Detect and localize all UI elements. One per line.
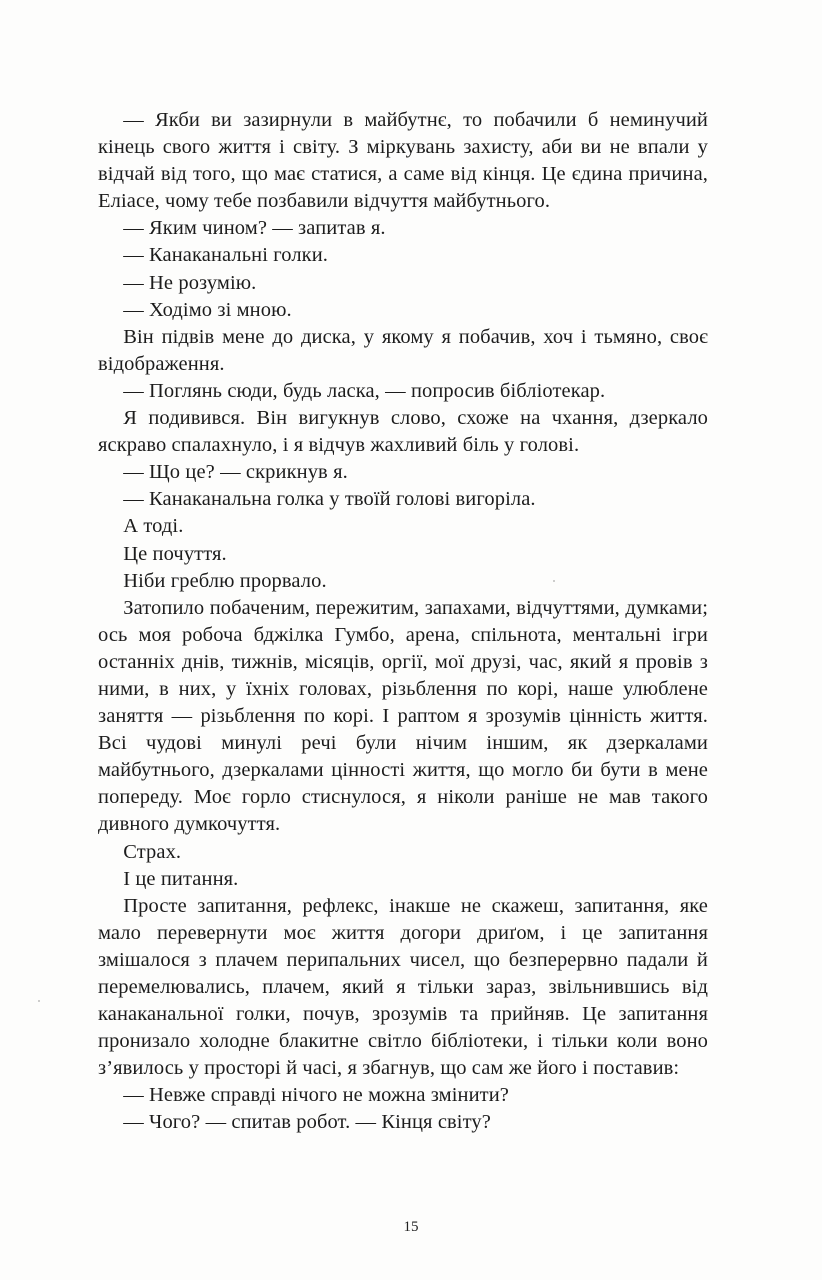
paragraph: — Поглянь сюди, будь ласка, — попросив бібліотекар.: [123, 379, 606, 402]
paper-speck: [38, 1000, 40, 1002]
paragraph: Страх.: [123, 840, 182, 863]
paragraph: Це почуття.: [123, 542, 227, 565]
body-text: [98, 107, 708, 1137]
paragraph: Ніби греблю прорвало.: [123, 569, 327, 592]
paragraph: — Канаканальна голка у твоїй голові вигоріла.: [123, 488, 536, 511]
paragraph: — Не розумію.: [123, 271, 257, 294]
paragraph: Просте запитання, рефлекс, інакше не скажеш, запитання, яке мало перевернути моє життя догори дриґом, і це запитання змішалося з плачем перипальних чисел, що безперервно падали й перемелювались, плачем, який я тільки зараз, звільнившись від канаканальної голки, почув, зрозумів та прийняв. Це запитання пронизало холодне блакитне світло бібліотеки, і тільки коли воно з’явилось у просторі й часі, я збагнув, що сам же його і поставив:: [98, 894, 708, 1080]
paragraph: Затопило побаченим, пережитим, запахами, відчуттями, думками; ось моя робоча бджілка Гумбо, арена, спільнота, ментальні ігри останніх днів, тижнів, місяців, оргії, мої друзі, час, який я провів з ними, в них, у їхніх головах, різьблення по корі, наше улюблене заняття — різьблення по корі. І раптом я зрозумів цінність життя. Всі чудові минулі речі були нічим іншим, як дзеркалами майбутнього, дзеркалами цінності життя, що могло би бути в мене попереду. Моє горло стиснулося, я ніколи раніше не мав такого дивного думкочуття.: [98, 596, 708, 836]
paragraph: — Чого? — спитав робот. — Кінця світу?: [123, 1111, 491, 1134]
paragraph: А тоді.: [123, 515, 184, 538]
paragraph: І це питання.: [123, 867, 239, 890]
paragraph: — Ходімо зі мною.: [123, 298, 292, 321]
paragraph: — Яким чином? — запитав я.: [123, 217, 386, 240]
paragraph: — Невже справді нічого не можна змінити?: [123, 1084, 509, 1107]
paragraph: — Якби ви зазирнули в майбутнє, то побачили б неминучий кінець свого життя і світу. З міркувань захисту, аби ви не впали у відчай від того, що має статися, а саме від кінця. Це єдина причина, Еліасе, чому тебе позбавили відчуття майбутнього.: [98, 109, 708, 213]
paragraph: Я подивився. Він вигукнув слово, схоже на чхання, дзеркало яскраво спалахнуло, і я відчув жахливий біль у голові.: [98, 407, 708, 457]
paragraph: — Що це? — скрикнув я.: [123, 461, 348, 484]
paper-speck: [553, 580, 555, 582]
page-number: 15: [403, 1219, 419, 1235]
paragraph: — Канаканальні голки.: [123, 244, 329, 267]
paragraph: Він підвів мене до диска, у якому я побачив, хоч і тьмяно, своє відображення.: [98, 325, 708, 375]
